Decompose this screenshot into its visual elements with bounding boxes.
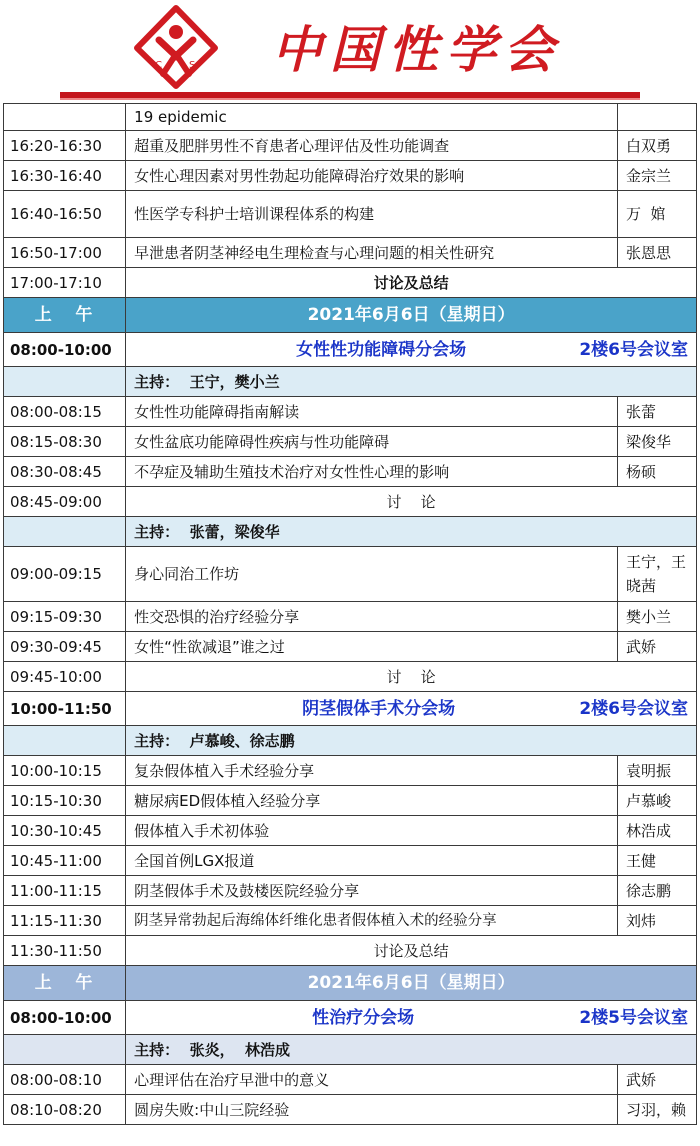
- session-cell: [126, 1001, 697, 1035]
- host-names: 主持： 张炎， 林浩成: [126, 1035, 697, 1065]
- speaker-cell: 樊小兰: [617, 602, 696, 632]
- time-cell: 09:45-10:00: [4, 662, 126, 692]
- day-header-row: [4, 298, 697, 333]
- session-cell: [126, 333, 697, 367]
- topic-cell: 阴茎异常勃起后海绵体纤维化患者假体植入术的经验分享: [126, 906, 618, 936]
- speaker-cell: 张恩思: [617, 238, 696, 268]
- topic-cell: 全国首例LGX报道: [126, 846, 618, 876]
- discussion-cell: 讨 论: [126, 662, 697, 692]
- time-cell: 16:40-16:50: [4, 191, 126, 238]
- speaker-cell: 王健: [617, 846, 696, 876]
- table-row: [4, 936, 697, 966]
- table-row: [4, 846, 697, 876]
- session-name: 女性性功能障碍分会场: [296, 339, 467, 360]
- session-cell: [126, 692, 697, 726]
- host-row: [4, 726, 697, 756]
- topic-cell: 阴茎假体手术及鼓楼医院经验分享: [126, 876, 618, 906]
- table-row: [4, 238, 697, 268]
- topic-cell: 女性性功能障碍指南解读: [126, 397, 618, 427]
- time-cell: 08:10-08:20: [4, 1095, 126, 1125]
- table-row: [4, 131, 697, 161]
- table-row: [4, 876, 697, 906]
- time-cell: 11:00-11:15: [4, 876, 126, 906]
- topic-cell: 糖尿病ED假体植入经验分享: [126, 786, 618, 816]
- svg-text:S: S: [189, 60, 196, 71]
- topic-cell: 女性盆底功能障碍性疾病与性功能障碍: [126, 427, 618, 457]
- time-cell: 11:15-11:30: [4, 906, 126, 936]
- speaker-cell: 梁俊华: [617, 427, 696, 457]
- table-row: [4, 397, 697, 427]
- session-time: 08:00-10:00: [4, 333, 126, 367]
- table-row: [4, 906, 697, 936]
- table-row: [4, 756, 697, 786]
- host-row: [4, 517, 697, 547]
- topic-cell: 身心同治工作坊: [126, 547, 618, 602]
- time-cell: 16:30-16:40: [4, 161, 126, 191]
- table-row: [4, 786, 697, 816]
- topic-cell: 假体植入手术初体验: [126, 816, 618, 846]
- table-row: [4, 104, 697, 131]
- header-divider: [60, 92, 640, 100]
- time-cell: 10:15-10:30: [4, 786, 126, 816]
- topic-cell: 心理评估在治疗早泄中的意义: [126, 1065, 618, 1095]
- table-row: [4, 427, 697, 457]
- session-room: 2楼6号会议室: [579, 698, 688, 719]
- speaker-cell: 金宗兰: [617, 161, 696, 191]
- speaker-cell: 武娇: [617, 632, 696, 662]
- discussion-cell: 讨 论: [126, 487, 697, 517]
- table-row: [4, 487, 697, 517]
- topic-cell: 不孕症及辅助生殖技术治疗对女性性心理的影响: [126, 457, 618, 487]
- time-cell: 16:50-17:00: [4, 238, 126, 268]
- topic-cell: 女性“性欲减退”谁之过: [126, 632, 618, 662]
- day-header-row: [4, 966, 697, 1001]
- session-name: 阴茎假体手术分会场: [302, 698, 456, 719]
- session-time: 10:00-11:50: [4, 692, 126, 726]
- speaker-cell: 杨硕: [617, 457, 696, 487]
- table-row: [4, 662, 697, 692]
- time-cell: 08:00-08:15: [4, 397, 126, 427]
- table-row: [4, 268, 697, 298]
- time-cell: 08:15-08:30: [4, 427, 126, 457]
- time-cell: 10:30-10:45: [4, 816, 126, 846]
- speaker-cell: 刘炜: [617, 906, 696, 936]
- speaker-cell: 王宁，王晓茜: [617, 547, 696, 602]
- time-cell: 16:20-16:30: [4, 131, 126, 161]
- schedule-table: [3, 103, 697, 1125]
- topic-cell: 19 epidemic: [126, 104, 618, 131]
- speaker-cell: 习羽，赖: [617, 1095, 696, 1125]
- page-header: [0, 0, 700, 100]
- table-row: [4, 547, 697, 602]
- day-date: 2021年6月6日（星期日）: [126, 298, 697, 333]
- table-row: [4, 161, 697, 191]
- session-room: 2楼6号会议室: [579, 339, 688, 360]
- host-row: [4, 367, 697, 397]
- time-cell: [4, 104, 126, 131]
- host-time-cell: [4, 367, 126, 397]
- speaker-cell: 张蕾: [617, 397, 696, 427]
- time-cell: 09:15-09:30: [4, 602, 126, 632]
- topic-cell: 圆房失败:中山三院经验: [126, 1095, 618, 1125]
- speaker-cell: 武娇: [617, 1065, 696, 1095]
- table-row: [4, 457, 697, 487]
- time-cell: 09:30-09:45: [4, 632, 126, 662]
- table-row: [4, 1065, 697, 1095]
- society-logo: [133, 4, 219, 90]
- table-row: [4, 816, 697, 846]
- host-time-cell: [4, 517, 126, 547]
- speaker-cell: 万 婠: [617, 191, 696, 238]
- day-date: 2021年6月6日（星期日）: [126, 966, 697, 1001]
- topic-cell: 性医学专科护士培训课程体系的构建: [126, 191, 618, 238]
- topic-cell: 复杂假体植入手术经验分享: [126, 756, 618, 786]
- time-cell: 08:00-08:10: [4, 1065, 126, 1095]
- speaker-cell: 徐志鹏: [617, 876, 696, 906]
- session-row: [4, 333, 697, 367]
- speaker-cell: [617, 104, 696, 131]
- session-time: 08:00-10:00: [4, 1001, 126, 1035]
- table-row: [4, 191, 697, 238]
- table-row: [4, 1095, 697, 1125]
- host-time-cell: [4, 1035, 126, 1065]
- session-room: 2楼5号会议室: [579, 1007, 688, 1028]
- speaker-cell: 袁明振: [617, 756, 696, 786]
- day-period: 上 午: [4, 298, 126, 333]
- topic-cell: 性交恐惧的治疗经验分享: [126, 602, 618, 632]
- time-cell: 11:30-11:50: [4, 936, 126, 966]
- host-time-cell: [4, 726, 126, 756]
- session-row: [4, 692, 697, 726]
- speaker-cell: 林浩成: [617, 816, 696, 846]
- time-cell: 10:00-10:15: [4, 756, 126, 786]
- host-names: 主持： 张蕾，梁俊华: [126, 517, 697, 547]
- session-row: [4, 1001, 697, 1035]
- org-title: 中国性学会: [272, 20, 562, 79]
- topic-cell: 超重及肥胖男性不育患者心理评估及性功能调查: [126, 131, 618, 161]
- speaker-cell: 卢慕峻: [617, 786, 696, 816]
- topic-cell: 女性心理因素对男性勃起功能障碍治疗效果的影响: [126, 161, 618, 191]
- time-cell: 08:30-08:45: [4, 457, 126, 487]
- host-names: 主持： 卢慕峻、徐志鹏: [126, 726, 697, 756]
- table-row: [4, 632, 697, 662]
- day-period: 上 午: [4, 966, 126, 1001]
- host-names: 主持： 王宁，樊小兰: [126, 367, 697, 397]
- time-cell: 08:45-09:00: [4, 487, 126, 517]
- time-cell: 10:45-11:00: [4, 846, 126, 876]
- time-cell: 17:00-17:10: [4, 268, 126, 298]
- topic-cell: 早泄患者阴茎神经电生理检查与心理问题的相关性研究: [126, 238, 618, 268]
- discussion-cell: 讨论及总结: [126, 936, 697, 966]
- discussion-cell: 讨论及总结: [126, 268, 697, 298]
- time-cell: 09:00-09:15: [4, 547, 126, 602]
- svg-text:C: C: [155, 60, 162, 71]
- session-name: 性治疗分会场: [312, 1007, 415, 1028]
- speaker-cell: 白双勇: [617, 131, 696, 161]
- table-row: [4, 602, 697, 632]
- host-row: [4, 1035, 697, 1065]
